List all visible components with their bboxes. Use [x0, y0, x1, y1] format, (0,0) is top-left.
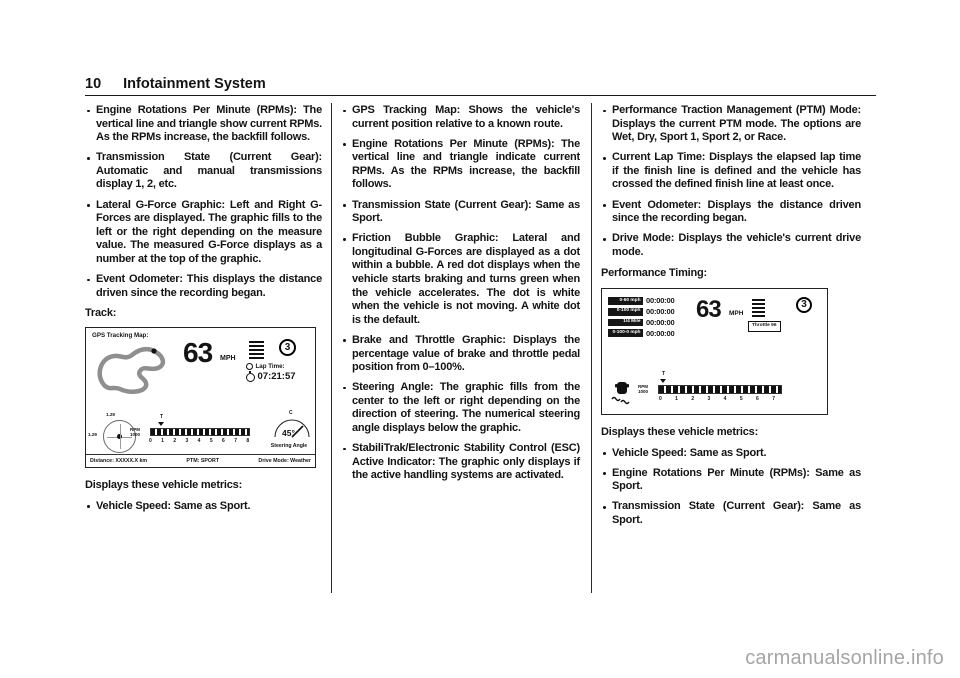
lap-time-value: 07:21:57	[257, 371, 296, 383]
bullet-item: Vehicle Speed: Same as Sport.	[601, 447, 861, 461]
column-1	[85, 104, 322, 520]
timer-list	[608, 297, 674, 337]
rpm-scale-label: RPM 1000	[638, 384, 649, 394]
rpm-segment-bar	[150, 428, 250, 436]
page-header	[85, 76, 266, 92]
speed-value: 63	[183, 337, 213, 369]
rpm-segment-bar	[658, 385, 782, 394]
rpm-marker-t: T	[160, 414, 164, 421]
bullet-item: Engine Rotations Per Minute (RPMs): Same as Sport.	[601, 467, 861, 494]
timer-label: 0-60 mph	[608, 297, 643, 305]
speed-unit: MPH	[729, 310, 744, 318]
rpm-bars-icon	[752, 299, 765, 319]
rpm-marker-t: T	[662, 371, 666, 378]
distance-readout: Distance: XXXXX.X km	[90, 457, 148, 464]
throttle-readout: Throttle 96	[748, 321, 781, 332]
timer-row	[608, 329, 674, 337]
steering-angle-value: 45°	[282, 428, 295, 439]
bullet-list	[85, 500, 322, 514]
stopwatch-icon	[246, 363, 253, 370]
track-map-icon	[90, 341, 174, 397]
bullet-item: Steering Angle: The graphic fills from the center to the left or right depending on the direction of steering. The numerical steering angle displays below the graphic.	[341, 381, 580, 435]
drive-mode-readout: Drive Mode: Weather	[258, 457, 311, 464]
bullet-list	[85, 104, 322, 300]
rpm-tick-numbers: 0 1 2 3 4 5 6 7	[659, 396, 775, 403]
timer-value: 00:00:00	[646, 306, 675, 316]
column-3	[601, 104, 861, 534]
bullet-item: Current Lap Time: Displays the elapsed lap time if the finish line is defined and the vehicle has crossed the defined finish line at least once.	[601, 151, 861, 192]
bullet-item: Engine Rotations Per Minute (RPMs): The vertical line and triangle show current RPMs. As the RPMs increase, the backfill follows.	[85, 104, 322, 145]
lap-time-label: Lap Time:	[255, 362, 285, 370]
column-divider-1	[331, 103, 332, 593]
bullet-item: Drive Mode: Displays the vehicle's current drive mode.	[601, 232, 861, 259]
rpm-bars-icon	[249, 341, 264, 361]
bullet-item: Engine Rotations Per Minute (RPMs): The vertical line and triangle indicate current RPMs. As the RPMs increase, the backfill follows.	[341, 138, 580, 192]
speed-unit: MPH	[220, 355, 236, 363]
gps-map-label: GPS Tracking Map:	[92, 332, 149, 340]
header-rule	[85, 95, 876, 96]
timer-label: 1/4 Mile	[608, 319, 643, 327]
bullet-list	[341, 104, 580, 483]
lap-time-row	[246, 363, 285, 370]
bullet-item: GPS Tracking Map: Shows the vehicle's current position relative to a known route.	[341, 104, 580, 131]
track-display-figure	[85, 327, 316, 468]
track-heading: Track:	[85, 306, 117, 319]
bullet-list	[601, 104, 861, 259]
bullet-item: Vehicle Speed: Same as Sport.	[85, 500, 322, 514]
steering-center-label: C	[289, 410, 293, 417]
page-number: 10	[85, 76, 102, 92]
bullet-list	[601, 447, 861, 528]
bullet-item: Friction Bubble Graphic: Lateral and longitudinal G-Forces are displayed as a dot within a bubble. A red dot displays when the vehicle starts braking and turns green when the vehicle accelerates. The dot is white when the vehicle is not moving. A white dot is the default.	[341, 232, 580, 327]
speed-value: 63	[696, 296, 721, 324]
car-skid-icon	[608, 381, 634, 405]
bullet-item: Event Odometer: This displays the distance driven since the recording began.	[85, 273, 322, 300]
metrics-heading-col3: Displays these vehicle metrics:	[601, 426, 759, 439]
performance-timing-heading: Performance Timing:	[601, 267, 708, 280]
performance-timing-figure	[601, 288, 828, 415]
bullet-item: Event Odometer: Displays the distance driven since the recording began.	[601, 199, 861, 226]
ptm-readout: PTM: SPORT	[186, 457, 220, 464]
timer-label: 0-100 mph	[608, 308, 643, 316]
timer-value: 00:00:00	[646, 328, 675, 338]
rpm-tick-numbers: 0 1 2 3 4 5 6 7 8	[149, 438, 250, 445]
column-divider-2	[591, 103, 592, 593]
rpm-marker-triangle-icon	[660, 379, 666, 383]
page-title: Infotainment System	[123, 76, 266, 92]
rpm-marker-triangle-icon	[158, 422, 164, 426]
gforce-scale-side: 1.29	[88, 432, 97, 438]
timer-value: 00:00:00	[646, 296, 675, 306]
gear-indicator: 3	[279, 339, 296, 356]
stopwatch-icon	[246, 373, 255, 382]
bullet-item: Transmission State (Current Gear): Same as Sport.	[341, 199, 580, 226]
gforce-scale-top: 1.29	[106, 412, 115, 418]
bullet-item: Performance Traction Management (PTM) Mode: Displays the current PTM mode. The options are Wet, Dry, Sport 1, Sport 2, or Race.	[601, 104, 861, 145]
bullet-item: Transmission State (Current Gear): Same as Sport.	[601, 500, 861, 527]
metrics-heading-col1: Displays these vehicle metrics:	[85, 479, 243, 492]
rpm-scale-label: RPM 1000	[130, 427, 141, 437]
steering-angle-label: Steering Angle	[270, 443, 308, 450]
bullet-item: Lateral G-Force Graphic: Left and Right G-Forces are displayed. The graphic fills to the left or the right depending on the measure value. The measured G-Force displays as a number at the top of the graphic.	[85, 199, 322, 267]
bullet-item: Transmission State (Current Gear): Automatic and manual transmissions display 1, 2, etc.	[85, 151, 322, 192]
bullet-item: StabiliTrak/Electronic Stability Control (ESC) Active Indicator: The graphic only displays if the active handling systems are activated.	[341, 442, 580, 483]
watermark: carmanualsonline.info	[745, 647, 944, 669]
lap-time-value-row	[246, 372, 296, 382]
timer-row	[608, 308, 674, 316]
timer-value: 00:00:00	[646, 317, 675, 327]
timer-row	[608, 319, 674, 327]
timer-row	[608, 297, 674, 305]
column-2	[341, 104, 580, 489]
bullet-item: Brake and Throttle Graphic: Displays the percentage value of brake and throttle pedal position from 0–100%.	[341, 334, 580, 375]
timer-label: 0-100-0 mph	[608, 329, 643, 337]
cluster-status-strip	[86, 454, 315, 467]
gear-indicator: 3	[796, 297, 812, 313]
